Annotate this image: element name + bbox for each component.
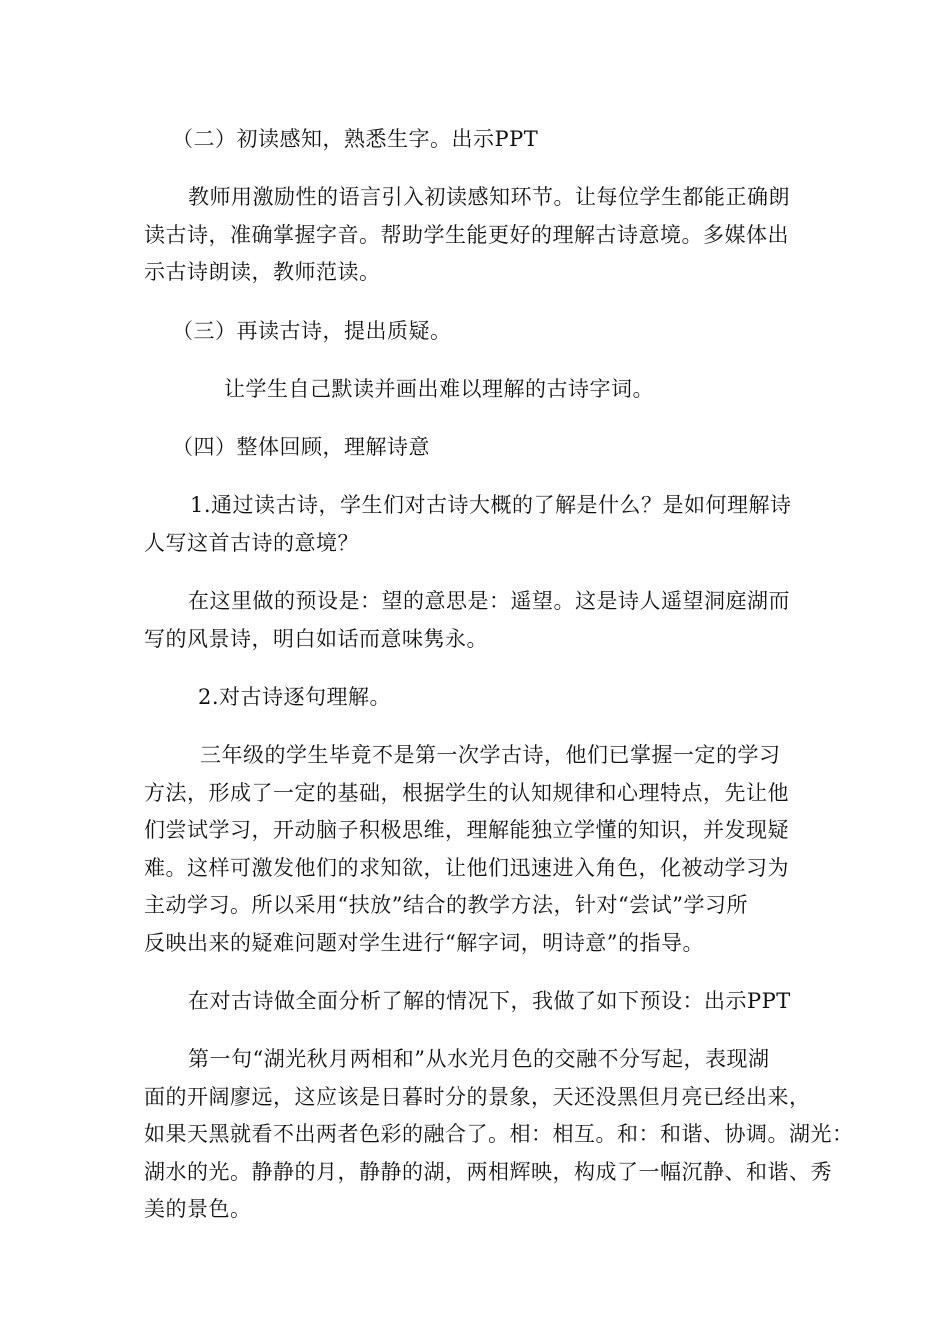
paragraph-line: 方法，形成了一定的基础，根据学生的认知规律和心理特点，先让他: [144, 781, 789, 805]
paragraph-line: 三年级的学生毕竟不是第一次学古诗，他们已掌握一定的学习: [200, 743, 781, 767]
verse-analysis-line: 美的景色。: [144, 1197, 252, 1221]
answer-line: 写的风景诗，明白如话而意味隽永。: [144, 627, 488, 651]
list-item-2-heading: 2.对古诗逐句理解。: [198, 685, 392, 709]
list-item-1-line: 1.通过读古诗，学生们对古诗大概的了解是什么？是如何理解诗: [190, 493, 792, 517]
paragraph-line: 教师用激励性的语言引入初读感知环节。让每位学生都能正确朗: [188, 185, 790, 209]
verse-analysis-line: 面的开阔廖远，这应该是日暮时分的景象，天还没黑但月亮已经出来，: [144, 1085, 811, 1109]
paragraph-line: 示古诗朗读，教师范读。: [144, 260, 381, 284]
paragraph-line: 们尝试学习，开动脑子积极思维，理解能独立学懂的知识，并发现疑: [144, 818, 789, 842]
verse-analysis-line: 第一句“湖光秋月两相和”从水光月色的交融不分写起，表现湖: [188, 1047, 770, 1071]
paragraph-line: 难。这样可激发他们的求知欲，让他们迅速进入角色，化被动学习为: [144, 856, 789, 880]
paragraph-line: 反映出来的疑难问题对学生进行“解字词，明诗意”的指导。: [144, 931, 704, 955]
section-heading-4: （四）整体回顾，理解诗意: [172, 435, 430, 459]
section-heading-2: （二）初读感知，熟悉生字。出示PPT: [172, 127, 539, 151]
answer-line: 在这里做的预设是：望的意思是：遥望。这是诗人遥望洞庭湖而: [188, 589, 790, 613]
verse-analysis-line: 湖水的光。静静的月，静静的湖，两相辉映，构成了一幅沉静、和谐、秀: [144, 1160, 832, 1184]
paragraph-line: 主动学习。所以采用“扶放”结合的教学方法，针对“尝试”学习所: [144, 893, 748, 917]
list-item-1-line: 人写这首古诗的意境？: [144, 531, 359, 555]
paragraph-line: 读古诗，准确掌握字音。帮助学生能更好的理解古诗意境。多媒体出: [144, 223, 789, 247]
section-heading-3: （三）再读古诗，提出质疑。: [172, 319, 452, 343]
preset-line: 在对古诗做全面分析了解的情况下，我做了如下预设：出示PPT: [188, 989, 791, 1013]
verse-analysis-line: 如果天黑就看不出两者色彩的融合了。相：相互。和：和谐、协调。湖光：: [144, 1122, 854, 1146]
paragraph-line: 让学生自己默读并画出难以理解的古诗字词。: [224, 377, 654, 401]
